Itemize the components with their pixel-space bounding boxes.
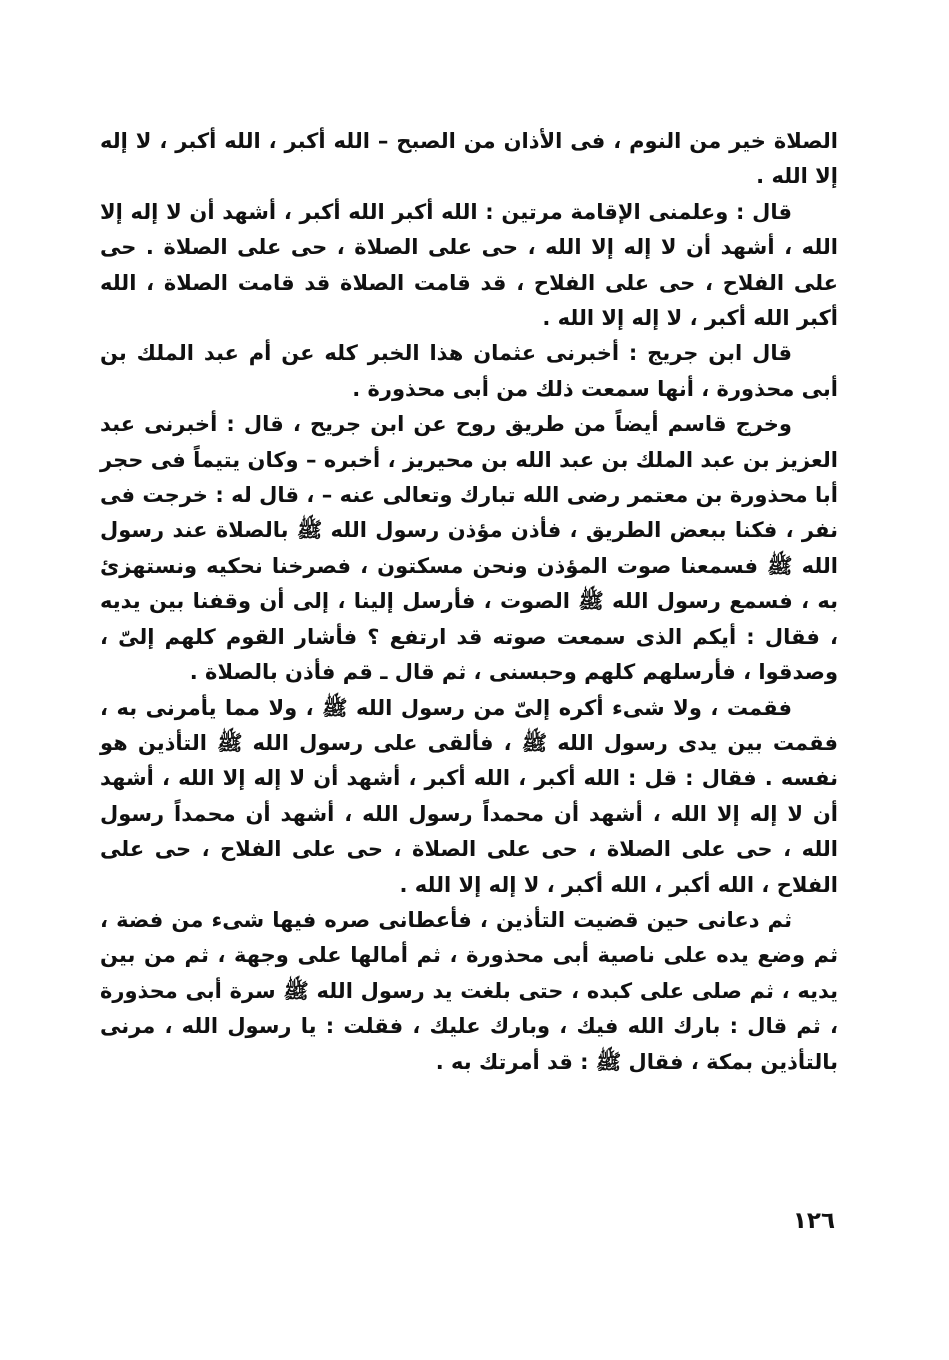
paragraph-4: وخرج قاسم أيضاً من طريق روح عن ابن جريح ، قال : أخبرنى عبد العزيز بن عبد الملك بن عبد الله بن محيريز ، أخبره – وكان يتيماً فى حجر أبا محذورة بن معتمر رضى الله تبارك وتعالى عنه – ، قال له : خرجت فى نفر ، فكنا ببعض الطريق ، فأذن مؤذن رسول الله ﷺ بالصلاة عند رسول الله ﷺ فسمعنا صوت المؤذن ونحن مسكتون ، فصرخنا نحكيه ونستهزئ به ، فسمع رسول الله ﷺ الصوت ، فأرسل إلينا ، إلى أن وقفنا بين يديه ، فقال : أيكم الذى سمعت صوته قد ارتفع ؟ فأشار القوم كلهم إلىّ ، وصدقوا ، فأرسلهم كلهم وحبسنى ، ثم قال ـ قم فأذن بالصلاة . xyxy=(100,412,838,685)
paragraph-1: الصلاة خير من النوم ، فى الأذان من الصبح – الله أكبر ، الله أكبر ، لا إله إلا الله . xyxy=(100,129,838,189)
paragraph-2: قال : وعلمنى الإقامة مرتين : الله أكبر الله أكبر ، أشهد أن لا إله إلا الله ، أشهد أن لا إله إلا الله ، حى على الصلاة ، حى على الصلاة . حى على الفلاح ، حى على الفلاح ، قد قامت الصلاة قد قامت الصلاة ، الله أكبر الله أكبر ، لا إله إلا الله . xyxy=(100,199,838,331)
paragraph-5: فقمت ، ولا شىء أكره إلىّ من رسول الله ﷺ ، ولا مما يأمرنى به ، فقمت بين يدى رسول الله ﷺ ، فألقى على رسول الله ﷺ التأذين هو نفسه . فقال : قل : الله أكبر ، الله أكبر ، أشهد أن لا إله إلا الله ، أشهد أن لا إله إلا الله ، أشهد أن محمداً رسول الله ، أشهد أن محمداً رسول الله ، حى على الصلاة ، حى على الصلاة ، حى على الفلاح ، حى على الفلاح ، الله أكبر ، الله أكبر ، لا إله إلا الله . xyxy=(100,695,838,897)
body-text xyxy=(100,124,838,1080)
paragraph-6: ثم دعانى حين قضيت التأذين ، فأعطانى صره فيها شىء من فضة ، ثم وضع يده على ناصية أبى محذورة ، ثم أمالها على وجهة ، ثم من بين يديه ، ثم صلى على كبده ، حتى بلغت يد رسول الله ﷺ سرة أبى محذورة ، ثم قال : بارك الله فيك ، وبارك عليك ، فقلت : يا رسول الله ، مرنى بالتأذين بمكة ، فقال ﷺ : قد أمرتك به . xyxy=(100,907,838,1074)
page-number: ١٢٦ xyxy=(792,1208,835,1234)
paragraph-3: قال ابن جريج : أخبرنى عثمان هذا الخبر كله عن أم عبد الملك بن أبى محذورة ، أنها سمعت ذلك من أبى محذورة . xyxy=(100,341,838,401)
